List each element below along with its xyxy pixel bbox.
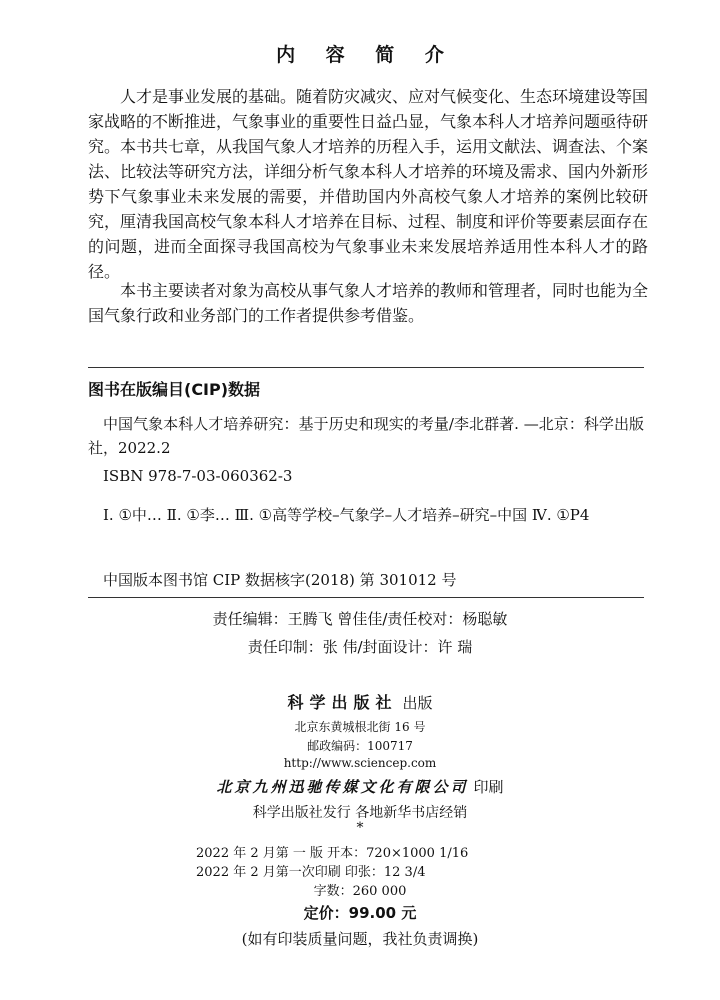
printer-name: 北京九州迅驰传媒文化有限公司 bbox=[216, 778, 469, 796]
publisher-website: http://www.sciencep.com bbox=[283, 756, 437, 770]
quality-notice: (如有印装质量问题，我社负责调换) bbox=[241, 930, 479, 948]
intro-heading: 内 容 简 介 bbox=[276, 44, 456, 66]
intro-paragraph-1: 人才是事业发展的基础。随着防灾减灾、应对气候变化、生态环境建设等国家战略的不断推进，气象事业的重要性日益凸显，气象本科人才培养问题亟待研究。本书共七章，从我国气象人才培养的历程入手，运用文献法、调查法、个案法、比较法等研究方法，详细分析气象本科人才培养的环境及需求、国内外新形势下气象事业未来发展的需要，并借助国内外高校气象人才培养的案例比较研究，厘清我国高校气象本科人才培养在目标、过程、制度和评价等要素层面存在的问题，进而全面探寻我国高校为气象事业未来发展培养适用性本科人才的路径。 bbox=[88, 87, 649, 281]
credits-printing: 责任印制：张 伟/封面设计：许 瑞 bbox=[247, 638, 473, 656]
cip-classification: Ⅰ. ①中… Ⅱ. ①李… Ⅲ. ①高等学校–气象学–人才培养–研究–中国 Ⅳ. ①P4 bbox=[103, 506, 590, 524]
spec-edition: 2022 年 2 月第 一 版 开本：720×1000 1/16 bbox=[196, 846, 469, 861]
publisher-postcode: 邮政编码：100717 bbox=[307, 739, 413, 753]
cip-title: 图书在版编目(CIP)数据 bbox=[88, 380, 261, 399]
distribution-line: 科学出版社发行 各地新华书店经销 bbox=[252, 805, 468, 821]
printer-suffix: 印刷 bbox=[473, 778, 504, 796]
cip-top-divider bbox=[88, 367, 644, 368]
price: 定价：99.00 元 bbox=[303, 904, 417, 922]
cip-bottom-divider bbox=[88, 597, 644, 598]
credits-editors: 责任编辑：王腾飞 曾佳佳/责任校对：杨聪敏 bbox=[212, 610, 508, 628]
cip-record: 中国版本图书馆 CIP 数据核字(2018) 第 301012 号 bbox=[103, 571, 457, 589]
cip-entry: 中国气象本科人才培养研究：基于历史和现实的考量/李北群著. —北京：科学出版社，2022.2 bbox=[88, 415, 644, 457]
publisher-suffix: 出版 bbox=[402, 694, 433, 712]
spec-printing: 2022 年 2 月第一次印刷 印张：12 3/4 bbox=[196, 865, 426, 880]
publisher-line bbox=[0, 690, 720, 713]
printer-line bbox=[0, 776, 720, 797]
publisher-name: 科学出版社 bbox=[287, 693, 398, 712]
intro-paragraph-2: 本书主要读者对象为高校从事气象人才培养的教师和管理者，同时也能为全国气象行政和业务部门的工作者提供参考借鉴。 bbox=[88, 281, 649, 325]
cip-isbn: ISBN 978-7-03-060362-3 bbox=[103, 467, 293, 485]
publisher-address: 北京东黄城根北街 16 号 bbox=[294, 720, 426, 734]
spec-word-count: 字数：260 000 bbox=[313, 884, 407, 899]
separator-star: * bbox=[356, 820, 364, 836]
